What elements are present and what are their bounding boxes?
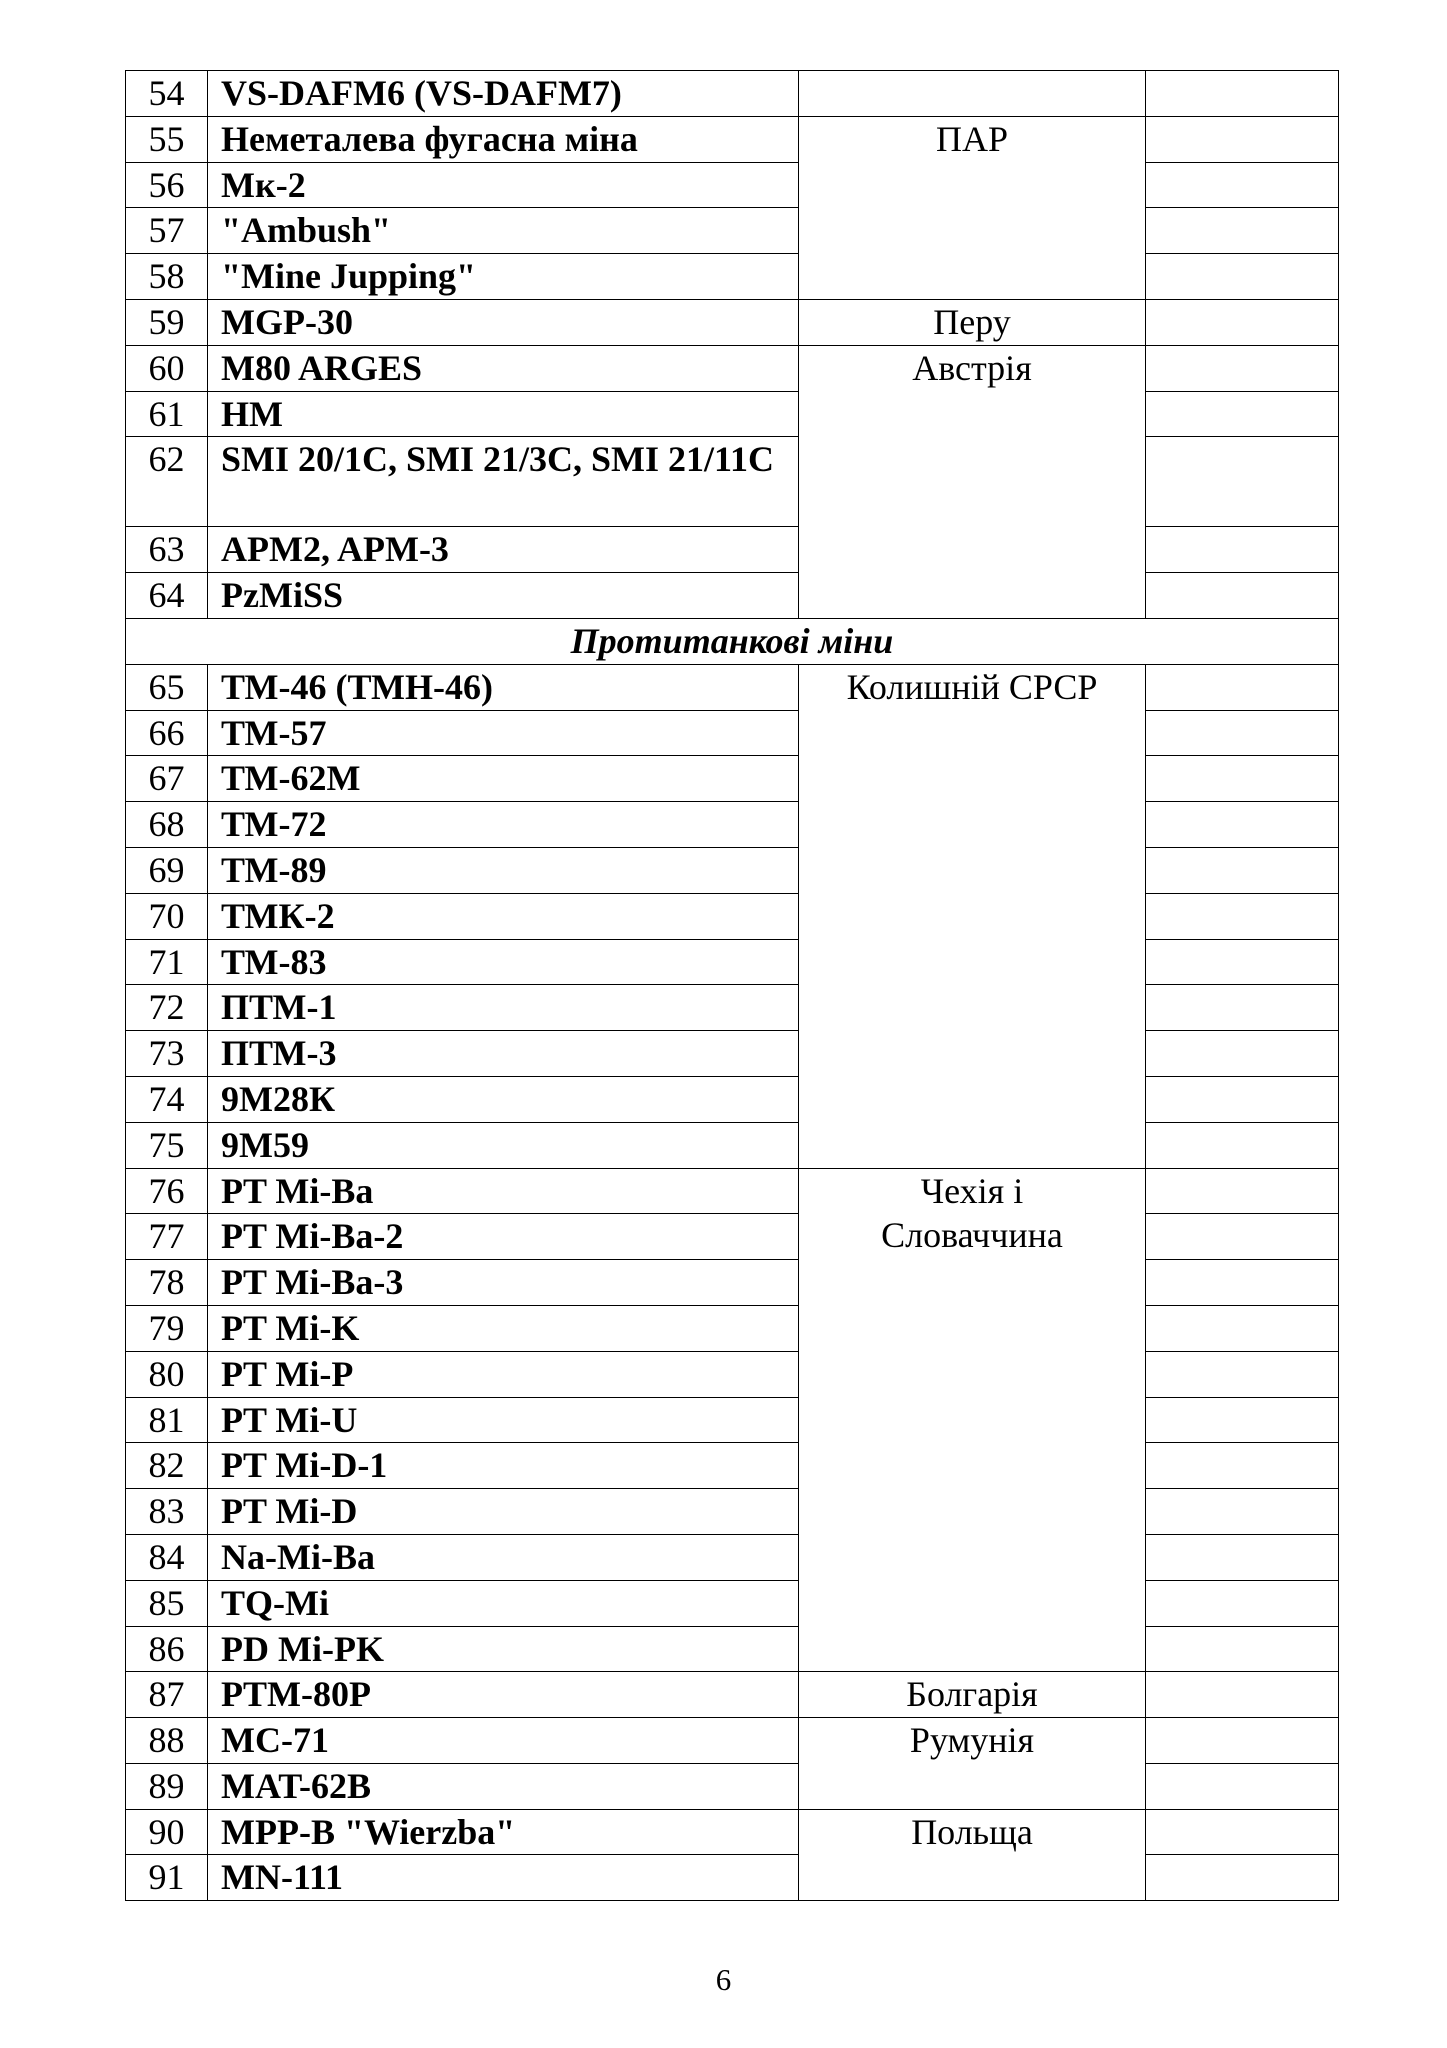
empty-cell [1146,254,1339,300]
country-cell [799,1718,1146,1810]
empty-cell [1146,1718,1339,1764]
mine-name: SMI 20/1C, SMI 21/3C, SMI 21/11C [208,437,799,527]
row-number: 66 [126,710,208,756]
row-number: 90 [126,1809,208,1855]
mine-name: ПТМ-1 [208,985,799,1031]
empty-cell [1146,573,1339,619]
empty-cell [1146,1076,1339,1122]
mine-name: Неметалева фугасна міна [208,116,799,162]
empty-cell [1146,1351,1339,1397]
mine-name: MPP-B "Wierzba" [208,1809,799,1855]
country-label: Польща [911,1811,1033,1852]
row-number: 86 [126,1626,208,1672]
table-row [126,208,1339,254]
row-number: 56 [126,162,208,208]
row-number: 58 [126,254,208,300]
row-number: 69 [126,847,208,893]
mine-name: 9М59 [208,1122,799,1168]
mine-name: Мк-2 [208,162,799,208]
country-cell [799,1672,1146,1718]
empty-cell [1146,1260,1339,1306]
empty-cell [1146,1855,1339,1901]
row-number: 62 [126,437,208,527]
section-title: Протитанкові міни [126,618,1339,664]
empty-cell [1146,1397,1339,1443]
empty-cell [1146,1305,1339,1351]
mine-name: ТМ-57 [208,710,799,756]
empty-cell [1146,299,1339,345]
mine-name: PT Mi-U [208,1397,799,1443]
table-row [126,1305,1339,1351]
mine-name: PT Mi-Ba-2 [208,1214,799,1260]
row-number: 64 [126,573,208,619]
empty-cell [1146,847,1339,893]
table-row [126,1351,1339,1397]
mine-name: TQ-Mi [208,1580,799,1626]
mine-name: ТМ-46 (ТМН-46) [208,664,799,710]
table-row [126,1397,1339,1443]
table-row [126,985,1339,1031]
country-label: Румунія [909,1720,1035,1761]
table-row [126,1214,1339,1260]
mine-name: Na-Mi-Ba [208,1534,799,1580]
row-number: 75 [126,1122,208,1168]
table-row [126,893,1339,939]
mine-name: ТМ-83 [208,939,799,985]
row-number: 57 [126,208,208,254]
empty-cell [1146,1031,1339,1077]
table-row [126,1031,1339,1077]
empty-cell [1146,437,1339,527]
empty-cell [1146,1489,1339,1535]
country-label: Словаччина [881,1214,1063,1255]
row-number: 87 [126,1672,208,1718]
table-row [126,71,1339,117]
mine-name: PT Mi-Ba-3 [208,1260,799,1306]
empty-cell [1146,664,1339,710]
table-row [126,254,1339,300]
empty-cell [1146,1443,1339,1489]
table-row [126,573,1339,619]
empty-cell [1146,802,1339,848]
mine-name: MN-111 [208,1855,799,1901]
table-row [126,1809,1339,1855]
table-row [126,1168,1339,1214]
row-number: 71 [126,939,208,985]
mines-table-body [126,71,1339,1901]
row-number: 61 [126,391,208,437]
country-label: Чехія і [920,1170,1024,1211]
row-number: 63 [126,527,208,573]
empty-cell [1146,1534,1339,1580]
table-row [126,847,1339,893]
row-number: 83 [126,1489,208,1535]
empty-cell [1146,1580,1339,1626]
empty-cell [1146,1672,1339,1718]
country-label: Перу [933,301,1011,342]
table-row [126,1122,1339,1168]
mine-name: ПТМ-3 [208,1031,799,1077]
empty-cell [1146,208,1339,254]
mine-name: PT Mi-K [208,1305,799,1351]
table-row [126,437,1339,527]
row-number: 73 [126,1031,208,1077]
row-number: 65 [126,664,208,710]
row-number: 89 [126,1763,208,1809]
table-row [126,1672,1339,1718]
empty-cell [1146,1122,1339,1168]
mine-name: PTM-80P [208,1672,799,1718]
row-number: 79 [126,1305,208,1351]
row-number: 76 [126,1168,208,1214]
table-row [126,664,1339,710]
table-row [126,345,1339,391]
table-row [126,756,1339,802]
empty-cell [1146,893,1339,939]
table-row [126,1763,1339,1809]
table-row [126,116,1339,162]
row-number: 68 [126,802,208,848]
row-number: 88 [126,1718,208,1764]
country-cell [799,1809,1146,1901]
empty-cell [1146,116,1339,162]
mine-name: VS-DAFM6 (VS-DAFM7) [208,71,799,117]
table-row [126,939,1339,985]
mine-name: PT Mi-D-1 [208,1443,799,1489]
empty-cell [1146,1809,1339,1855]
row-number: 81 [126,1397,208,1443]
table-row [126,1580,1339,1626]
country-cell [799,71,1146,117]
row-number: 78 [126,1260,208,1306]
table-row [126,1443,1339,1489]
empty-cell [1146,1168,1339,1214]
mine-name: APM2, APM-3 [208,527,799,573]
empty-cell [1146,527,1339,573]
table-row [126,1260,1339,1306]
row-number: 82 [126,1443,208,1489]
country-label: Болгарія [906,1674,1038,1715]
mines-table [125,70,1339,1901]
mine-name: ТМ-89 [208,847,799,893]
table-row [126,391,1339,437]
empty-cell [1146,939,1339,985]
mine-name: ТМК-2 [208,893,799,939]
country-cell [799,299,1146,345]
mine-name: ТМ-72 [208,802,799,848]
table-row [126,1855,1339,1901]
empty-cell [1146,391,1339,437]
mine-name: PzMiSS [208,573,799,619]
mine-name: M80 ARGES [208,345,799,391]
row-number: 84 [126,1534,208,1580]
empty-cell [1146,756,1339,802]
empty-cell [1146,345,1339,391]
row-number: 77 [126,1214,208,1260]
page-number: 6 [715,1962,732,1997]
table-row [126,1626,1339,1672]
row-number: 74 [126,1076,208,1122]
row-number: 70 [126,893,208,939]
mine-name: HM [208,391,799,437]
table-row [126,162,1339,208]
table-row [126,1076,1339,1122]
table-row [126,1489,1339,1535]
table-row [126,1534,1339,1580]
row-number: 55 [126,116,208,162]
row-number: 72 [126,985,208,1031]
row-number: 85 [126,1580,208,1626]
section-row [126,618,1339,664]
row-number: 60 [126,345,208,391]
empty-cell [1146,985,1339,1031]
empty-cell [1146,162,1339,208]
row-number: 91 [126,1855,208,1901]
mine-name: MAT-62B [208,1763,799,1809]
mine-name: "Ambush" [208,208,799,254]
empty-cell [1146,1626,1339,1672]
mine-name: PD Mi-PK [208,1626,799,1672]
mine-name: "Mine Jupping" [208,254,799,300]
table-row [126,299,1339,345]
country-cell [799,1168,1146,1672]
table-row [126,1718,1339,1764]
country-cell [799,664,1146,1168]
row-number: 67 [126,756,208,802]
country-cell [799,116,1146,299]
mine-name: 9М28К [208,1076,799,1122]
empty-cell [1146,71,1339,117]
mine-name: PT Mi-Ba [208,1168,799,1214]
mine-name: MGP-30 [208,299,799,345]
table-row [126,710,1339,756]
country-cell [799,345,1146,618]
row-number: 59 [126,299,208,345]
empty-cell [1146,1763,1339,1809]
country-label: Австрія [912,347,1032,388]
mine-name: ТМ-62М [208,756,799,802]
mine-name: PT Mi-P [208,1351,799,1397]
row-number: 80 [126,1351,208,1397]
empty-cell [1146,710,1339,756]
table-row [126,527,1339,573]
row-number: 54 [126,71,208,117]
mine-name: MC-71 [208,1718,799,1764]
country-label: Колишній СРСР [846,666,1098,707]
empty-cell [1146,1214,1339,1260]
country-label: ПАР [935,118,1009,159]
mine-name: PT Mi-D [208,1489,799,1535]
table-row [126,802,1339,848]
